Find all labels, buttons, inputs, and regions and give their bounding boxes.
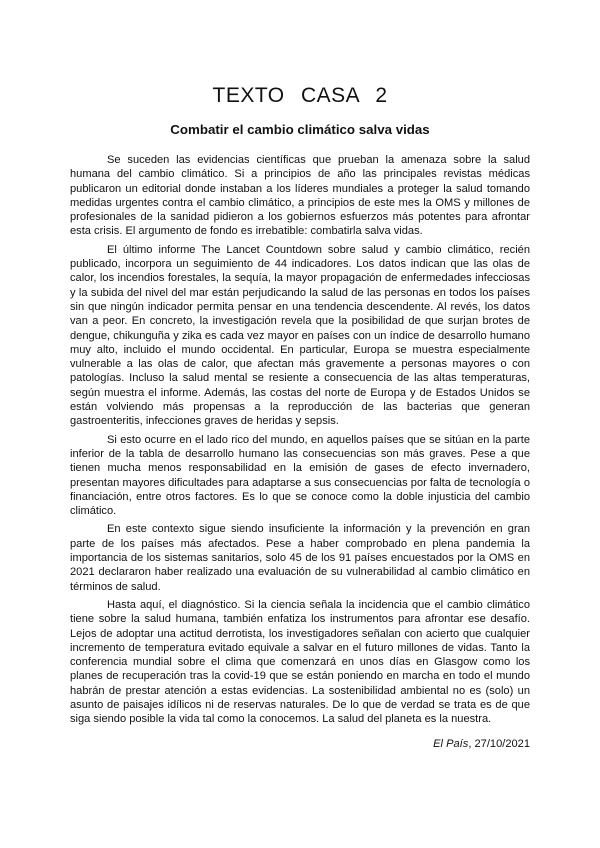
document-title: TEXTO CASA 2 <box>212 84 388 107</box>
article-body <box>70 153 530 731</box>
paragraph: Hasta aquí, el diagnóstico. Si la ciencia señala la incidencia que el cambio climático tiene sobre la salud humana, también enfatiza los instrumentos para afrontar ese desafío. Lejos de adoptar una actitud derrotista, los investigadores señalan con acierto que cualquier incremento de temperatura evitado equivale a salvar en el futuro millones de vidas. Tanto la conferencia mundial sobre el clima que comenzará en unos días en Glasgow como los planes de recuperación tras la covid-19 que se están poniendo en marcha en todo el mundo habrán de prestar atención a estas evidencias. La sostenibilidad ambiental no es (solo) un asunto de paisajes idílicos ni de reservas naturales. De lo que de verdad se trata es de que siga siendo posible la vida tal como la conocemos. La salud del planeta es la nuestra. <box>70 598 530 726</box>
source-journal: El País <box>433 738 469 750</box>
source-citation <box>433 738 530 750</box>
paragraph: Si esto ocurre en el lado rico del mundo, en aquellos países que se sitúan en la parte inferior de la tabla de desarrollo humano las consecuencias son más graves. Pese a que tienen mucha menos responsabilidad en la emisión de gases de efecto invernadero, presentan mayores dificultades para adaptarse a sus consecuencias por falta de tecnología o financiación, entre otros factores. Es lo que se conoce como la doble injusticia del cambio climático. <box>70 433 530 518</box>
article-headline: Combatir el cambio climático salva vidas <box>170 122 430 137</box>
source-date: , 27/10/2021 <box>468 738 530 750</box>
paragraph: Se suceden las evidencias científicas que prueban la amenaza sobre la salud humana del cambio climático. Si a principios de año las principales revistas médicas publicaron un editorial donde instaban a los líderes mundiales a proteger la salud tomando medidas urgentes contra el cambio climático, a principios de este mes la OMS y millones de profesionales de la sanidad pidieron a los gobiernos esfuerzos más potentes para afrontar esta crisis. El argumento de fondo es irrebatible: combatirla salva vidas. <box>70 154 530 238</box>
paragraph: En este contexto sigue siendo insuficiente la información y la prevención en gran parte de los países más afectados. Pese a haber comprobado en plena pandemia la importancia de los sistemas sanitarios, solo 45 de los 91 países encuestados por la OMS en 2021 declararon haber realizado una evaluación de su vulnerabilidad al cambio climático en términos de salud. <box>70 523 530 593</box>
paragraph: El último informe The Lancet Countdown sobre salud y cambio climático, recién publicado, incorpora un seguimiento de 44 indicadores. Los datos indican que las olas de calor, los incendios forestales, la sequía, la mayor propagación de enfermedades infecciosas y la subida del nivel del mar están perjudicando la salud de las personas en todos los países sin que ningún indicador permita pensar en una tendencia descendente. Al revés, los datos van a peor. En concreto, la investigación revela que la posibilidad de que surjan brotes de dengue, chikunguña y zika es cada vez mayor en países con un índice de desarrollo humano muy alto, incluido el mundo occidental. En particular, Europa se muestra especialmente vulnerable a las olas de calor, que afectan más gravemente a personas mayores o con patologías. Incluso la salud mental se resiente a consecuencia de las altas temperaturas, según muestra el informe. Además, las costas del norte de Europa y de Estados Unidos se están volviendo más propensas a la reproducción de las bacterias que generan gastroenteritis, infecciones graves de heridas y sepsis. <box>70 243 530 428</box>
